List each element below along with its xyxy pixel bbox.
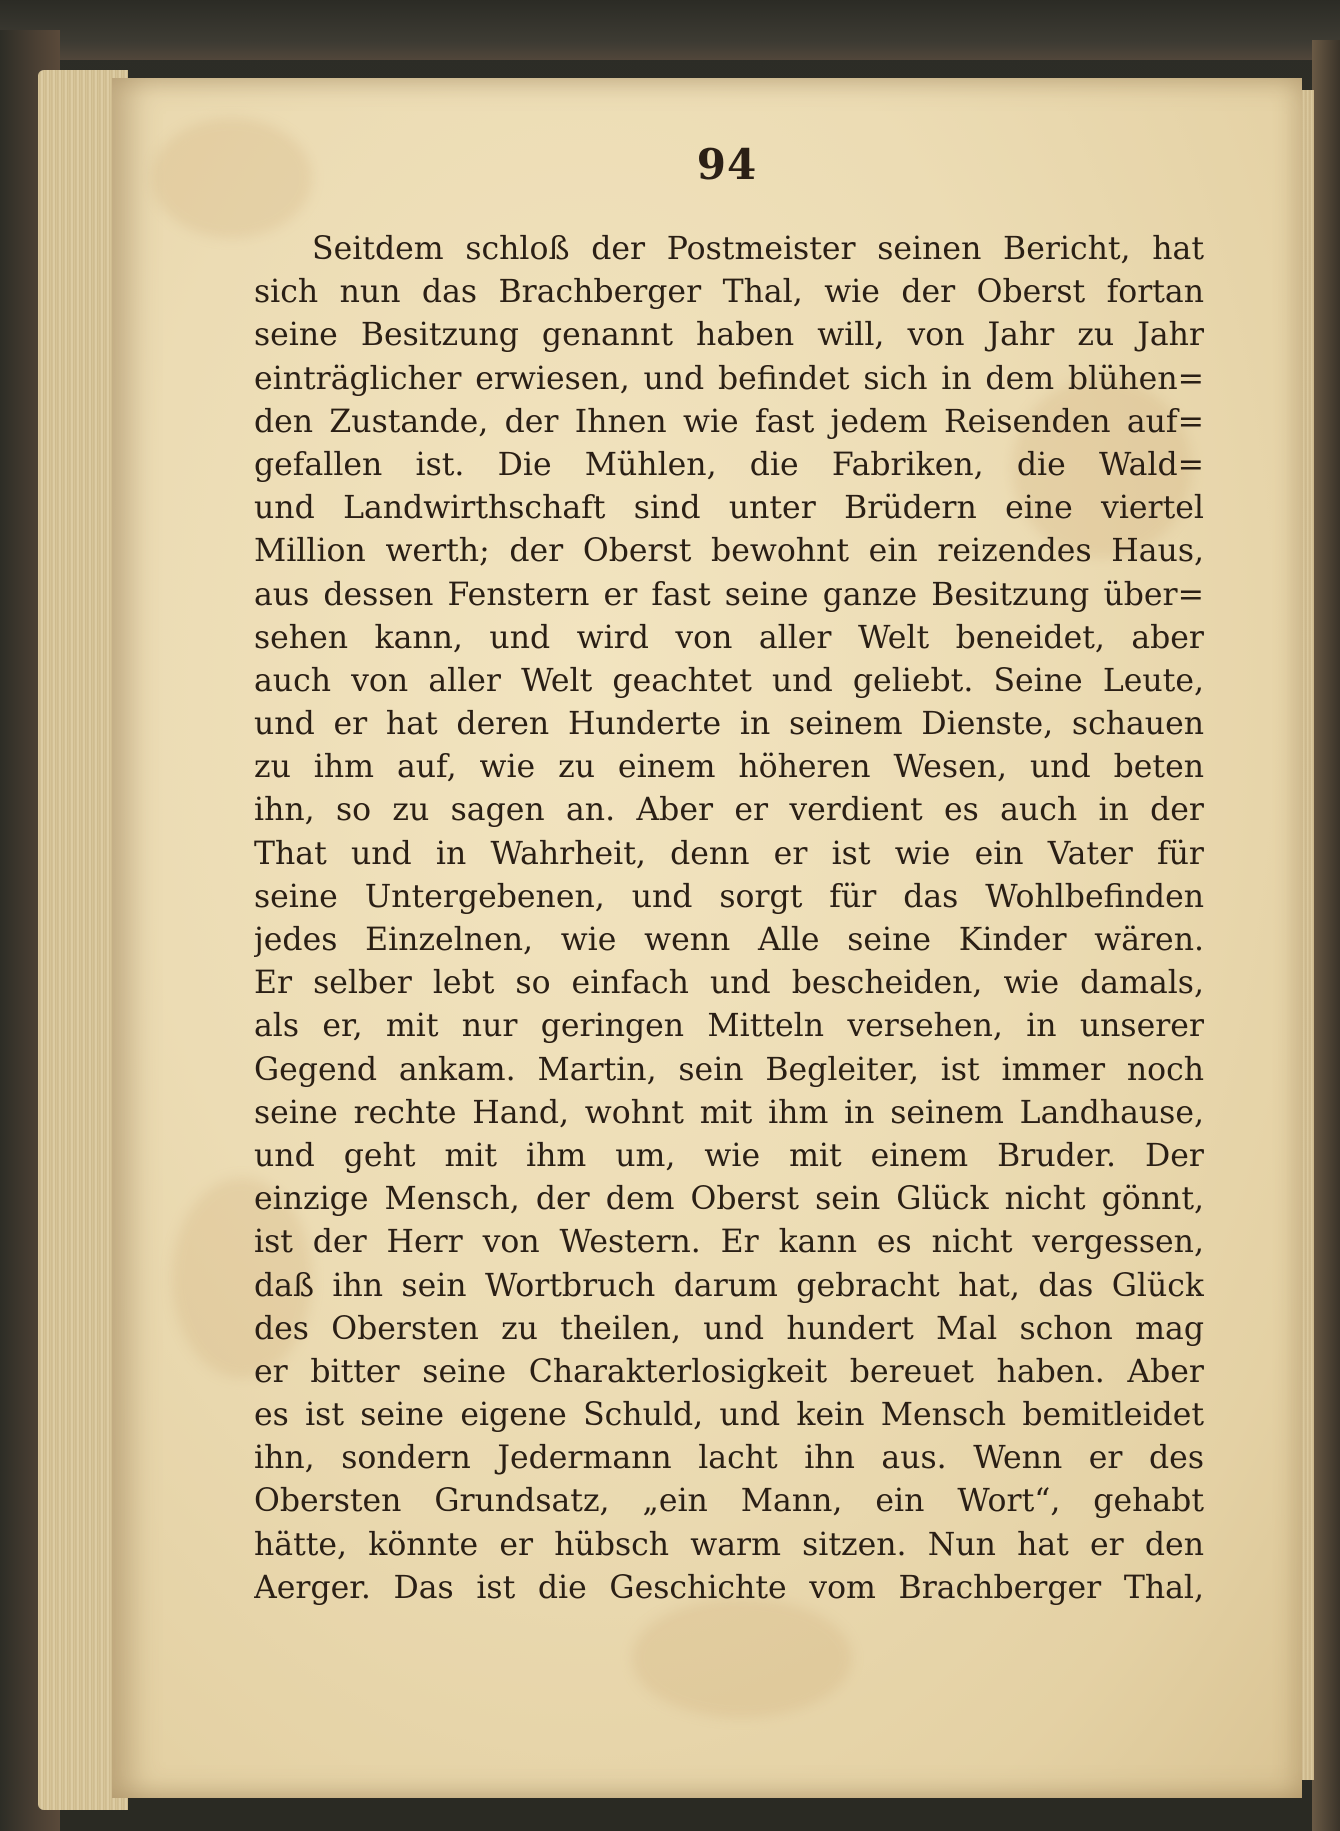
text-line: und er hat deren Hunderte in seinem Dienste, schauen [254, 706, 1204, 743]
text-line: einzige Mensch, der dem Oberst sein Glück nicht gönnt, [254, 1181, 1204, 1218]
text-line: den Zustande, der Ihnen wie fast jedem Reisenden auf= [254, 403, 1204, 440]
text-line: Million werth; der Oberst bewohnt ein reizendes Haus, [254, 533, 1204, 570]
text-line: seine rechte Hand, wohnt mit ihm in seinem Landhause, [254, 1094, 1204, 1131]
text-line: gefallen ist. Die Mühlen, die Fabriken, die Wald= [254, 446, 1204, 483]
text-line: und geht mit ihm um, wie mit einem Bruder. Der [254, 1137, 1204, 1174]
text-line: That und in Wahrheit, denn er ist wie ein Vater für [254, 835, 1204, 872]
book-cover-right [1312, 40, 1340, 1831]
text-line: ist der Herr von Western. Er kann es nicht vergessen, [254, 1224, 1204, 1261]
text-line: Er selber lebt so einfach und bescheiden, wie damals, [254, 965, 1204, 1002]
text-line: als er, mit nur geringen Mitteln versehen, in unserer [254, 1008, 1204, 1045]
text-line: jedes Einzelnen, wie wenn Alle seine Kinder wären. [254, 922, 1204, 958]
text-line: Obersten Grundsatz, „ein Mann, ein Wort“, gehabt [254, 1483, 1204, 1520]
text-line: Aerger. Das ist die Geschichte vom Brachberger Thal, [254, 1569, 1204, 1606]
text-line: einträglicher erwiesen, und befindet sich in dem blühen= [254, 360, 1204, 397]
text-line: zu ihm auf, wie zu einem höheren Wesen, und beten [254, 749, 1204, 786]
body-text [254, 228, 1204, 1610]
text-line: Seitdem schloß der Postmeister seinen Bericht, hat [312, 231, 1204, 267]
text-line: Gegend ankam. Martin, sein Begleiter, ist immer noch [254, 1051, 1204, 1088]
text-line: es ist seine eigene Schuld, und kein Mensch bemitleidet [254, 1397, 1204, 1434]
book-cover-top [0, 0, 1340, 60]
text-line: aus dessen Fenstern er fast seine ganze Besitzung über= [254, 576, 1204, 613]
text-line: seine Untergebenen, und sorgt für das Wohlbefinden [254, 878, 1204, 915]
paper-stain [632, 1598, 852, 1718]
text-line: des Obersten zu theilen, und hundert Mal schon mag [254, 1310, 1204, 1347]
text-line: daß ihn sein Wortbruch darum gebracht hat, das Glück [254, 1267, 1204, 1304]
text-line: ihn, so zu sagen an. Aber er verdient es auch in der [254, 792, 1204, 829]
text-line: ihn, sondern Jedermann lacht ihn aus. Wenn er des [254, 1440, 1204, 1477]
text-line: er bitter seine Charakterlosigkeit bereuet haben. Aber [254, 1353, 1204, 1390]
text-line: sehen kann, und wird von aller Welt beneidet, aber [254, 619, 1204, 656]
text-line: und Landwirthschaft sind unter Brüdern eine viertel [254, 490, 1204, 527]
text-line: seine Besitzung genannt haben will, von Jahr zu Jahr [254, 317, 1204, 354]
text-line: auch von aller Welt geachtet und geliebt. Seine Leute, [254, 662, 1204, 699]
book-page [112, 78, 1302, 1798]
text-line: sich nun das Brachberger Thal, wie der Oberst fortan [254, 274, 1204, 311]
text-line: hätte, könnte er hübsch warm sitzen. Nun hat er den [254, 1526, 1204, 1563]
page-number: 94 [696, 140, 758, 189]
